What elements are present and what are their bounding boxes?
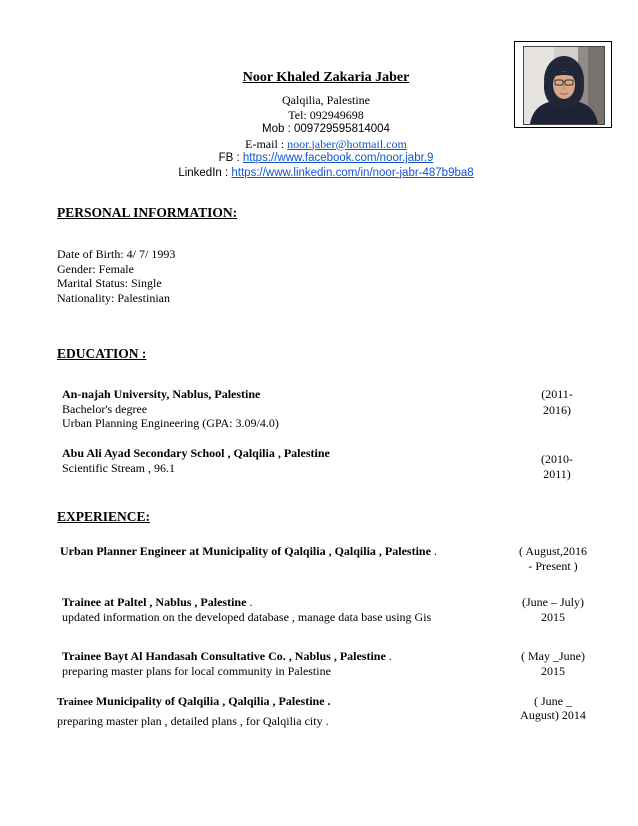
gender: Gender: Female xyxy=(57,261,134,276)
contact-mobile: Mob : 009729595814004 xyxy=(262,123,390,135)
facebook-link[interactable]: https://www.facebook.com/noor.jabr.9 xyxy=(242,152,434,164)
linkedin-link[interactable]: https://www.linkedin.com/in/noor-jabr-487b9ba8 xyxy=(231,166,474,179)
experience-description: updated information on the developed database , manage data base using Gis xyxy=(62,609,432,624)
experience-title: Trainee at Paltel , Nablus , Palestine xyxy=(62,595,247,609)
experience-date-start: ( May _June) xyxy=(521,649,585,663)
marital-status: Marital Status: Single xyxy=(57,276,162,291)
personal-info-heading: PERSONAL INFORMATION: xyxy=(57,205,238,220)
facebook-label: FB : xyxy=(218,152,240,164)
education-date-start: (2010- xyxy=(541,452,573,466)
experience-date-end: 2015 xyxy=(541,664,565,678)
experience-date-end: - Present ) xyxy=(528,559,578,573)
experience-title-line xyxy=(62,595,431,610)
profile-photo-image xyxy=(524,47,604,124)
experience-dates xyxy=(493,649,613,679)
education-dates xyxy=(497,387,617,418)
date-of-birth: Date of Birth: 4/ 7/ 1993 xyxy=(57,247,176,261)
experience-dates xyxy=(493,595,613,625)
experience-entry xyxy=(60,544,437,559)
email-link[interactable]: noor.jaber@hotmail.com xyxy=(287,136,407,151)
education-dates xyxy=(497,452,617,482)
contact-email-line xyxy=(26,137,626,152)
experience-date-start: ( June _ xyxy=(534,694,572,708)
experience-description: preparing master plans for local community in Palestine xyxy=(62,663,331,678)
education-institution: An-najah University, Nablus, Palestine xyxy=(62,387,261,401)
education-date-start: (2011- xyxy=(541,387,573,401)
experience-title: Municipality of Qalqilia , Qalqilia , Palestine . xyxy=(95,694,331,708)
education-degree: Bachelor's degree xyxy=(62,401,148,416)
experience-entry xyxy=(62,595,431,624)
education-date-end: 2016) xyxy=(543,402,571,417)
experience-title-line xyxy=(60,544,437,559)
experience-date-end: August) 2014 xyxy=(520,708,586,722)
experience-date-start: (June – July) xyxy=(522,595,584,609)
experience-title-suffix: . xyxy=(433,544,437,558)
experience-dates xyxy=(493,544,613,574)
education-entry xyxy=(62,446,330,475)
experience-title: Urban Planner Engineer at Municipality of Qalqilia , Qalqilia , Palestine xyxy=(60,544,431,558)
linkedin-label: LinkedIn : xyxy=(178,166,229,179)
education-stream: Scientific Stream , 96.1 xyxy=(62,460,175,475)
experience-title-suffix: . xyxy=(388,649,392,663)
profile-photo-frame xyxy=(514,41,612,128)
experience-entry xyxy=(62,649,392,678)
contact-facebook-line xyxy=(26,151,626,166)
experience-title-suffix: . xyxy=(249,595,253,609)
education-major: Urban Planning Engineering (GPA: 3.09/4.0) xyxy=(62,416,279,430)
contact-tel: Tel: 092949698 xyxy=(288,107,364,122)
experience-date-start: ( August,2016 xyxy=(518,544,587,558)
experience-title-line xyxy=(57,694,331,709)
experience-date-end: 2015 xyxy=(541,610,565,624)
email-label: E-mail : xyxy=(245,136,285,151)
education-heading: EDUCATION : xyxy=(57,346,147,361)
contact-linkedin-line xyxy=(26,166,626,181)
experience-dates xyxy=(493,694,613,722)
candidate-name: Noor Khaled Zakaria Jaber xyxy=(242,70,410,85)
experience-entry xyxy=(57,694,331,728)
profile-photo xyxy=(523,46,605,125)
personal-info-list xyxy=(57,247,175,306)
experience-description: preparing master plan , detailed plans , for Qalqilia city . xyxy=(57,714,329,728)
nationality: Nationality: Palestinian xyxy=(57,291,170,306)
experience-role: Trainee xyxy=(57,696,93,708)
contact-location: Qalqilia, Palestine xyxy=(282,93,370,107)
education-institution: Abu Ali Ayad Secondary School , Qalqilia , Palestine xyxy=(62,446,330,460)
experience-title: Trainee Bayt Al Handasah Consultative Co. , Nablus , Palestine xyxy=(62,649,386,663)
experience-heading: EXPERIENCE: xyxy=(57,509,151,524)
experience-title-line xyxy=(62,649,392,664)
education-entry xyxy=(62,387,279,431)
education-date-end: 2011) xyxy=(543,467,571,481)
